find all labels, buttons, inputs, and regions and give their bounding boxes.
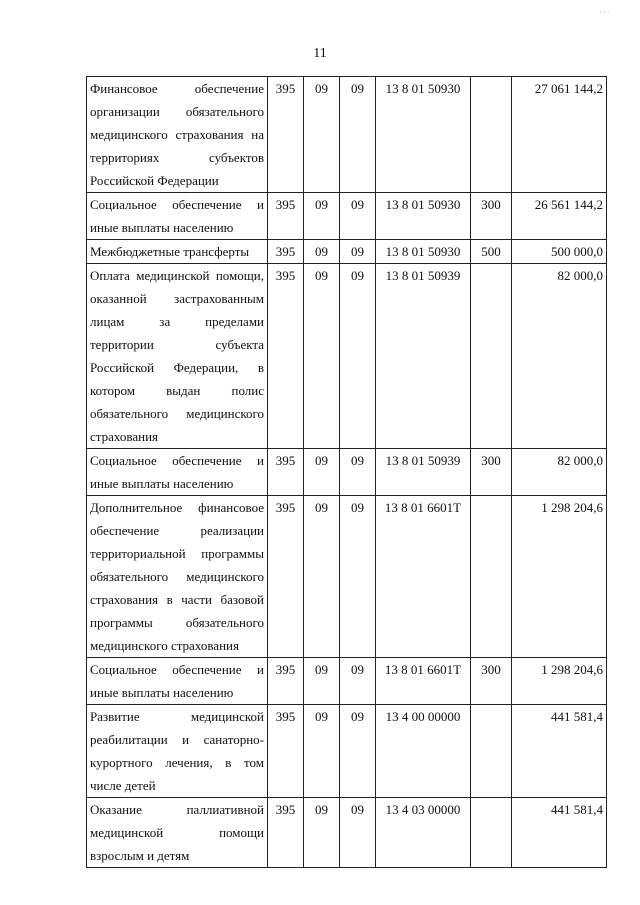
row-vr [471, 496, 512, 658]
row-name: Социальное обеспечение и иные выплаты населению [87, 449, 268, 496]
row-sum: 441 581,4 [512, 705, 607, 798]
row-name: Социальное обеспечение и иные выплаты населению [87, 658, 268, 705]
row-gr: 395 [268, 264, 304, 449]
row-vr [471, 77, 512, 193]
row-cs: 13 4 03 00000 [376, 798, 471, 868]
row-cs: 13 8 01 50939 [376, 264, 471, 449]
row-sum: 27 061 144,2 [512, 77, 607, 193]
row-gr: 395 [268, 705, 304, 798]
row-name: Дополнительное финансовое обеспечение реализации территориальной программы обязательного медицинского страхования в части базовой программы обязательного медицинского страхования [87, 496, 268, 658]
row-sum: 1 298 204,6 [512, 658, 607, 705]
row-vr: 300 [471, 449, 512, 496]
row-cs: 13 8 01 50930 [376, 240, 471, 264]
row-vr: 500 [471, 240, 512, 264]
row-sum: 82 000,0 [512, 449, 607, 496]
row-cs: 13 8 01 6601Т [376, 496, 471, 658]
row-rz: 09 [304, 264, 340, 449]
row-cs: 13 8 01 6601Т [376, 658, 471, 705]
row-cs: 13 8 01 50930 [376, 193, 471, 240]
budget-table [86, 76, 607, 868]
row-name: Оплата медицинской помощи, оказанной застрахованным лицам за пределами территории субъекта Российской Федерации, в котором выдан полис обязательного медицинского страхования [87, 264, 268, 449]
row-rz: 09 [304, 496, 340, 658]
row-name: Развитие медицинской реабилитации и санаторно-курортного лечения, в том числе детей [87, 705, 268, 798]
page-number: 11 [313, 46, 327, 61]
row-pr: 09 [340, 705, 376, 798]
row-vr: 300 [471, 658, 512, 705]
row-name: Межбюджетные трансферты [87, 240, 268, 264]
row-rz: 09 [304, 798, 340, 868]
row-pr: 09 [340, 264, 376, 449]
row-vr: 300 [471, 193, 512, 240]
table-row [87, 496, 607, 658]
row-sum: 26 561 144,2 [512, 193, 607, 240]
row-rz: 09 [304, 658, 340, 705]
row-gr: 395 [268, 449, 304, 496]
table-row [87, 240, 607, 264]
row-gr: 395 [268, 658, 304, 705]
row-cs: 13 8 01 50939 [376, 449, 471, 496]
row-cs: 13 8 01 50930 [376, 77, 471, 193]
table-row [87, 449, 607, 496]
row-name: Оказание паллиативной медицинской помощи взрослым и детям [87, 798, 268, 868]
table-row [87, 77, 607, 193]
row-sum: 441 581,4 [512, 798, 607, 868]
table-row [87, 798, 607, 868]
row-gr: 395 [268, 798, 304, 868]
row-rz: 09 [304, 193, 340, 240]
row-sum: 500 000,0 [512, 240, 607, 264]
row-cs: 13 4 00 00000 [376, 705, 471, 798]
row-pr: 09 [340, 798, 376, 868]
row-gr: 395 [268, 496, 304, 658]
row-pr: 09 [340, 449, 376, 496]
row-rz: 09 [304, 449, 340, 496]
row-vr [471, 705, 512, 798]
row-pr: 09 [340, 193, 376, 240]
table-row [87, 193, 607, 240]
row-vr [471, 264, 512, 449]
table-row [87, 658, 607, 705]
row-rz: 09 [304, 77, 340, 193]
row-vr [471, 798, 512, 868]
row-sum: 1 298 204,6 [512, 496, 607, 658]
row-gr: 395 [268, 193, 304, 240]
table-row [87, 705, 607, 798]
row-pr: 09 [340, 240, 376, 264]
row-name: Социальное обеспечение и иные выплаты населению [87, 193, 268, 240]
corner-mark: · · · [599, 8, 610, 16]
row-pr: 09 [340, 496, 376, 658]
row-sum: 82 000,0 [512, 264, 607, 449]
row-gr: 395 [268, 77, 304, 193]
row-rz: 09 [304, 240, 340, 264]
table-row [87, 264, 607, 449]
row-name: Финансовое обеспечение организации обязательного медицинского страхования на территориях субъектов Российской Федерации [87, 77, 268, 193]
row-pr: 09 [340, 658, 376, 705]
row-rz: 09 [304, 705, 340, 798]
row-gr: 395 [268, 240, 304, 264]
row-pr: 09 [340, 77, 376, 193]
